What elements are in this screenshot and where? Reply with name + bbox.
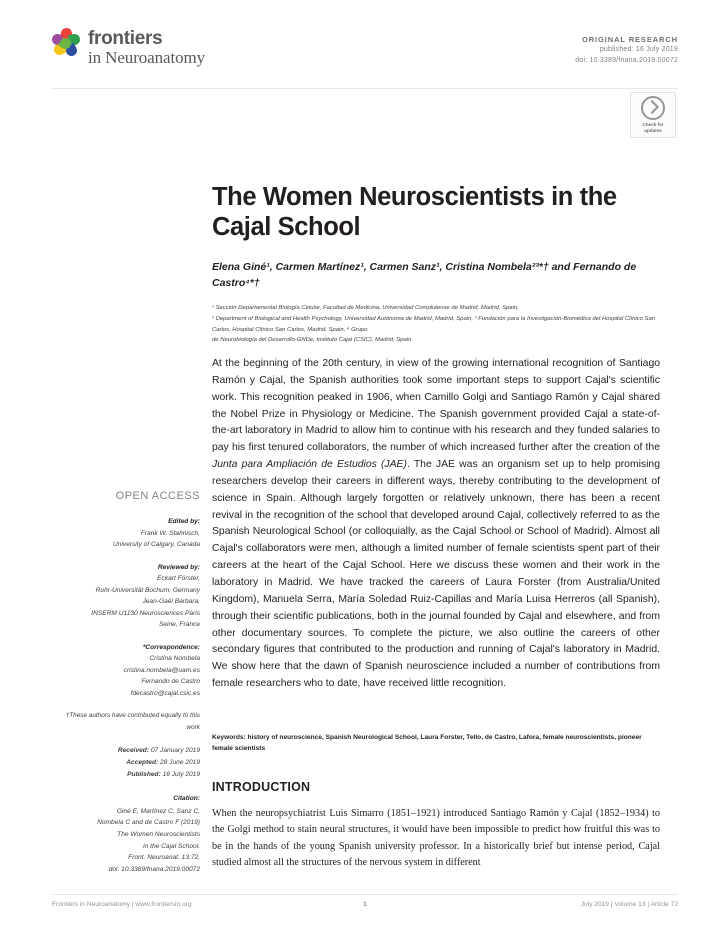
citation-doi[interactable]: doi: 10.3389/fnana.2019.00072 <box>108 865 200 873</box>
reviewed-by-group <box>52 562 200 631</box>
received-label: Received: <box>117 746 150 754</box>
page-number: 1 <box>363 901 367 908</box>
footer-journal-url[interactable]: Frontiers in Neuroanatomy | www.frontiersin.org <box>52 901 192 908</box>
affiliation-list <box>212 303 660 347</box>
reviewer-affiliation: INSERM U1130 Neurosciences Paris <box>91 609 200 617</box>
frontiers-logo[interactable] <box>52 28 205 67</box>
abstract-part-1: At the beginning of the 20th century, in view of the growing international recognition of Santiago Ramón y Cajal, the Spanish authorities took some important steps to support Cajal's scientific work. This recognition peaked in 1906, when Camillo Golgi and Santiago Ramón y Cajal shared the Nobel Prize in Physiology or Medicine. The Spanish government provided Cajal a state-of-the-art laboratory in Madrid to allow him to continue with his research and they funded salaries to pay his first tenured collaborators, the number of which increased further after the creation of the <box>212 358 660 454</box>
published-date: published: 16 July 2019 <box>599 46 678 54</box>
edited-by-label: Edited by: <box>168 518 200 525</box>
accepted-date <box>52 757 200 769</box>
article-sidebar <box>52 490 200 886</box>
article-dates <box>52 745 200 781</box>
reviewed-by-label: Reviewed by: <box>157 563 200 571</box>
open-access-label: OPEN ACCESS <box>115 490 200 502</box>
abstract-part-2: . The JAE was an organism set up to help promising researchers develop their careers in different ways, thereby contributing to the development of science in Spain. Although largely forgotten or relatively unknown, there has been a recent revival in the recognition of the school that developed around Cajal, collectively referred to as the Spanish Neurological School (or colloquially, as the Cajal School or School of Madrid). Almost all Cajal's collaborators were men, although a limited number of female scientists spent part of their careers at the heart of the Cajal School. Here we discuss these women and their work in the laboratory in Madrid. We have tracked the careers of Laura Forster (from Australia/United Kingdom), Manuela Serra, María Soledad Ruiz-Capillas and María Luisa Herreros (all Spanish), through their scientific publications, both in the journal founded by Cajal and elsewhere, and from other documentary sources. To complete the picture, we also outline the careers of other secondary figures that contributed to the production and running of Cajal's laboratory in Madrid. We show here that the dawn of Spanish neuroscience included a number of contributions from female researchers who to date, have received little recognition. <box>212 459 660 690</box>
check-for-updates-badge[interactable] <box>630 92 676 138</box>
edited-by-group <box>52 516 200 551</box>
doi-text[interactable]: doi: 10.3389/fnana.2019.00072 <box>575 56 678 64</box>
footer-divider <box>52 894 678 895</box>
published-value: 16 July 2019 <box>160 770 200 778</box>
frontiers-pinwheel-icon <box>52 28 82 60</box>
reviewer-name: Jean-Gaël Barbara, <box>142 598 200 606</box>
affiliation-line: ¹ Sección Departamental Biología Celular, Facultad de Medicina, Universidad Complutense de Madrid, Madrid, Spain, <box>212 304 519 311</box>
journal-name: in Neuroanatomy <box>88 47 205 67</box>
accepted-value: 28 June 2019 <box>158 758 200 766</box>
section-heading-introduction: INTRODUCTION <box>212 780 311 794</box>
crossmark-icon <box>641 96 665 120</box>
citation-line: Nombela C and de Castro F (2019) <box>97 819 200 827</box>
citation-line: The Women Neuroscientists <box>117 831 200 839</box>
equal-contribution-note: †These authors have contributed equally to this work <box>65 712 200 731</box>
editor-name: Frank W. Stahnisch, <box>140 529 200 537</box>
corresponding-author-email[interactable]: fdecastro@cajal.csic.es <box>130 689 200 697</box>
crossmark-label: Check for updates <box>642 122 664 133</box>
received-date <box>52 745 200 757</box>
received-value: 07 January 2019 <box>149 746 200 754</box>
affiliation-line: de Neurobiología del Desarrollo-GNDe, Instituto Cajal (CSIC), Madrid, Spain <box>212 337 412 344</box>
header-divider <box>52 88 678 89</box>
citation-group <box>52 793 200 875</box>
citation-line: Giné E, Martínez C, Sanz C, <box>116 807 200 815</box>
page-header <box>52 28 678 86</box>
citation-line: Front. Neuroanat. 13:72. <box>128 854 200 862</box>
affiliation-line: ² Department of Biological and Health Psychology, Universidad Autónoma de Madrid, Madrid, Spain, ³ Fundación para la Investigación-Biomédica del Hospital Clínico San Carlos, Hospital Clínico San Carlos, Madrid, Spain, ⁴ Grupo <box>212 315 656 333</box>
keywords-label: Keywords: <box>212 734 246 741</box>
citation-label: Citation: <box>173 795 200 803</box>
published-label: Published: <box>127 770 161 778</box>
brand-name: frontiers <box>88 28 163 49</box>
reviewer-affiliation: Ruhr-Universität Bochum, Germany <box>95 586 200 594</box>
correspondence-group <box>52 642 200 700</box>
publication-info <box>575 34 678 66</box>
keywords-line <box>212 733 660 755</box>
reviewer-affiliation: Seine, France <box>158 621 200 629</box>
article-type: ORIGINAL RESEARCH <box>581 35 678 44</box>
accepted-label: Accepted: <box>126 758 159 766</box>
keywords-value: history of neuroscience, Spanish Neurological School, Laura Forster, Tello, de Castro, Lafora, female neuroscientists, pioneer female scientists <box>212 734 642 752</box>
corresponding-author-name: Fernando de Castro <box>141 678 200 686</box>
page-footer <box>52 901 678 915</box>
published-date-sidebar <box>52 769 200 781</box>
corresponding-author-name: Cristina Nombela <box>149 655 200 663</box>
editor-affiliation: University of Calgary, Canada <box>112 541 200 549</box>
introduction-paragraph: When the neuropsychiatrist Luis Simarro (1851–1921) introduced Santiago Ramón y Cajal (1852–1934) to the Golgi method to stain neural structures, it would have been impossible to predict how fruitful this was to be in the hands of the young Spanish university professor. In a historically brief but intense period, Cajal studied almost all the structures of the nervous system in different <box>212 808 660 868</box>
author-list: Elena Giné¹, Carmen Martínez¹, Carmen Sanz¹, Cristina Nombela²³*† and Fernando de Castro⁴*† <box>212 261 637 289</box>
citation-line: in the Cajal School. <box>143 842 200 850</box>
abstract-text <box>212 356 660 693</box>
correspondence-label: *Correspondence: <box>142 643 200 651</box>
corresponding-author-email[interactable]: cristina.nombela@uam.es <box>123 666 200 674</box>
reviewer-name: Eckart Förster, <box>157 575 200 583</box>
abstract-italic-jae: Junta para Ampliación de Estudios (JAE) <box>212 459 407 471</box>
page-title: The Women Neuroscientists in the Cajal School <box>212 183 617 242</box>
footer-issue-info: July 2019 | Volume 13 | Article 72 <box>580 901 678 908</box>
title-block <box>212 182 660 346</box>
